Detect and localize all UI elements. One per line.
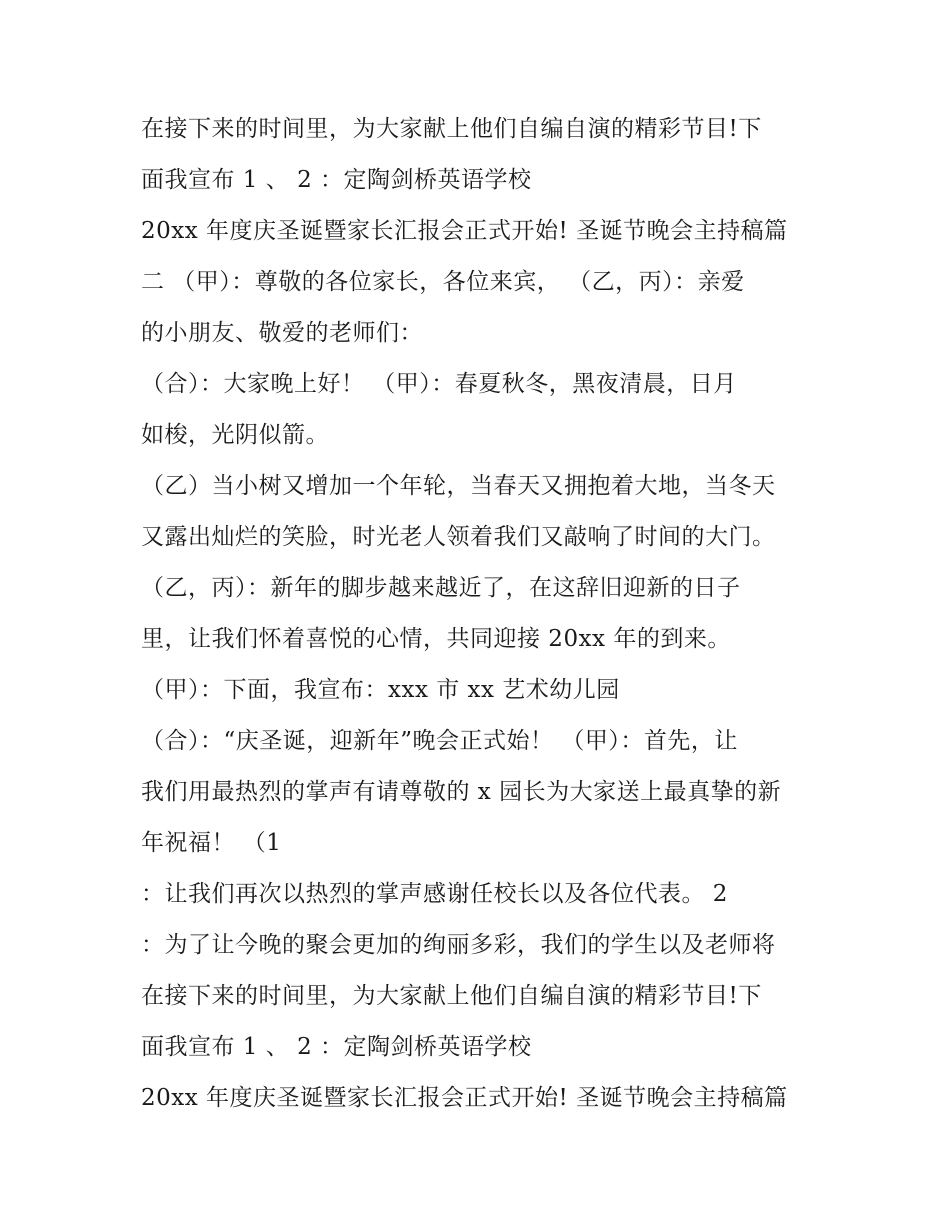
text-line: 面我宣布 1 、 2 ：定陶剑桥英语学校 [141, 167, 532, 193]
text-line: ：让我们再次以热烈的掌声感谢任校长以及各位代表。 2 [141, 881, 728, 907]
text-line: 在接下来的时间里，为大家献上他们自编自演的精彩节目!下 [141, 983, 762, 1009]
text-line: 在接下来的时间里，为大家献上他们自编自演的精彩节目!下 [141, 116, 762, 142]
text-line: 里，让我们怀着喜悦的心情，共同迎接 20xx 年的到来。 [141, 626, 731, 652]
text-line: 的小朋友、敬爱的老师们： [141, 320, 423, 346]
text-line: （甲）：下面，我宣布：xxx 市 xx 艺术幼儿园 [141, 677, 620, 703]
text-line: （乙）当小树又增加一个年轮，当春天又拥抱着大地，当冬天 [141, 473, 776, 499]
text-line: 年祝福！ （1 [141, 830, 282, 856]
text-line: 20xx 年度庆圣诞暨家长汇报会正式开始! 圣诞节晚会主持稿篇 [141, 1085, 788, 1111]
text-line: 二 （甲）：尊敬的各位家长，各位来宾， （乙，丙）：亲爱 [141, 269, 745, 295]
text-line: 又露出灿烂的笑脸，时光老人领着我们又敲响了时间的大门。 [141, 524, 776, 550]
text-line: 面我宣布 1 、 2 ：定陶剑桥英语学校 [141, 1034, 532, 1060]
text-line: （合）：“庆圣诞，迎新年”晚会正式始！ （甲）：首先，让 [141, 728, 738, 754]
text-line: 我们用最热烈的掌声有请尊敬的 x 园长为大家送上最真挚的新 [141, 779, 782, 805]
text-line: （合）：大家晚上好！ （甲）：春夏秋冬，黑夜清晨，日月 [141, 371, 737, 397]
text-line: 20xx 年度庆圣诞暨家长汇报会正式开始! 圣诞节晚会主持稿篇 [141, 218, 788, 244]
body-text [141, 104, 821, 1124]
text-line: ：为了让今晚的聚会更加的绚丽多彩，我们的学生以及老师将 [141, 932, 776, 958]
text-line: （乙，丙）：新年的脚步越来越近了，在这辞旧迎新的日子 [141, 575, 741, 601]
text-line: 如梭，光阴似箭。 [141, 422, 329, 448]
